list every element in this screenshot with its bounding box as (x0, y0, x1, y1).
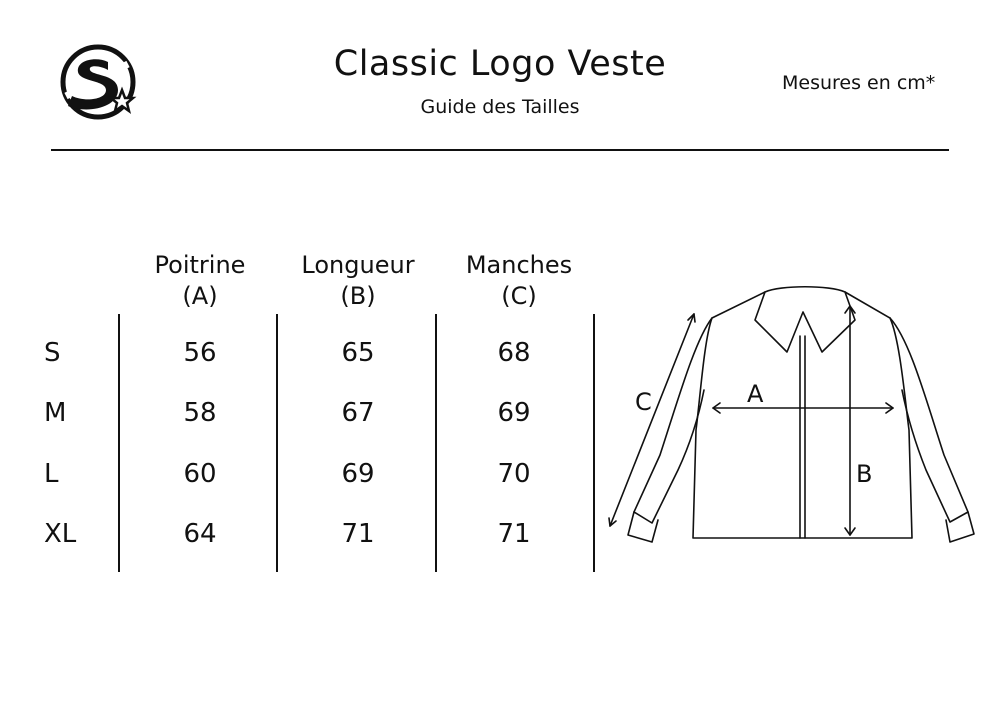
chest-value: 60 (183, 459, 217, 489)
table-row (0, 398, 600, 434)
chest-value: 56 (183, 338, 217, 368)
size-label: L (44, 459, 59, 489)
units-note: Mesures en cm* (782, 72, 936, 94)
length-value: 67 (341, 398, 375, 428)
jacket-measurement-diagram (600, 280, 990, 560)
size-label: S (44, 338, 61, 368)
column-header-length (283, 250, 433, 312)
sleeve-value: 70 (497, 459, 531, 489)
label-a: A (747, 380, 764, 408)
column-header-chest (125, 250, 275, 312)
length-value: 69 (341, 459, 375, 489)
table-row (0, 338, 600, 374)
sleeve-value: 71 (497, 519, 531, 549)
table-row (0, 459, 600, 495)
jacket-outline (628, 287, 974, 542)
chest-value: 64 (183, 519, 217, 549)
measurement-arrow-a (713, 403, 893, 413)
length-value: 65 (341, 338, 375, 368)
sleeve-value: 69 (497, 398, 531, 428)
length-value: 71 (341, 519, 375, 549)
page-title: Classic Logo Veste (333, 44, 667, 84)
label-b: B (856, 460, 873, 488)
chest-value: 58 (183, 398, 217, 428)
measurement-arrow-c (609, 314, 695, 526)
column-header-label: Manches (465, 251, 573, 279)
column-header-label: Poitrine (154, 251, 246, 279)
sleeve-value: 68 (497, 338, 531, 368)
column-header-key: (B) (340, 282, 376, 310)
size-label: M (44, 398, 67, 428)
column-header-sleeves (444, 250, 594, 312)
column-header-label: Longueur (301, 251, 415, 279)
measurement-arrow-b (845, 306, 855, 535)
page-subtitle: Guide des Tailles (420, 96, 580, 118)
label-c: C (635, 388, 652, 416)
header-divider (51, 149, 949, 151)
column-header-key: (C) (501, 282, 537, 310)
column-header-key: (A) (182, 282, 218, 310)
table-row (0, 519, 600, 555)
size-label: XL (44, 519, 77, 549)
